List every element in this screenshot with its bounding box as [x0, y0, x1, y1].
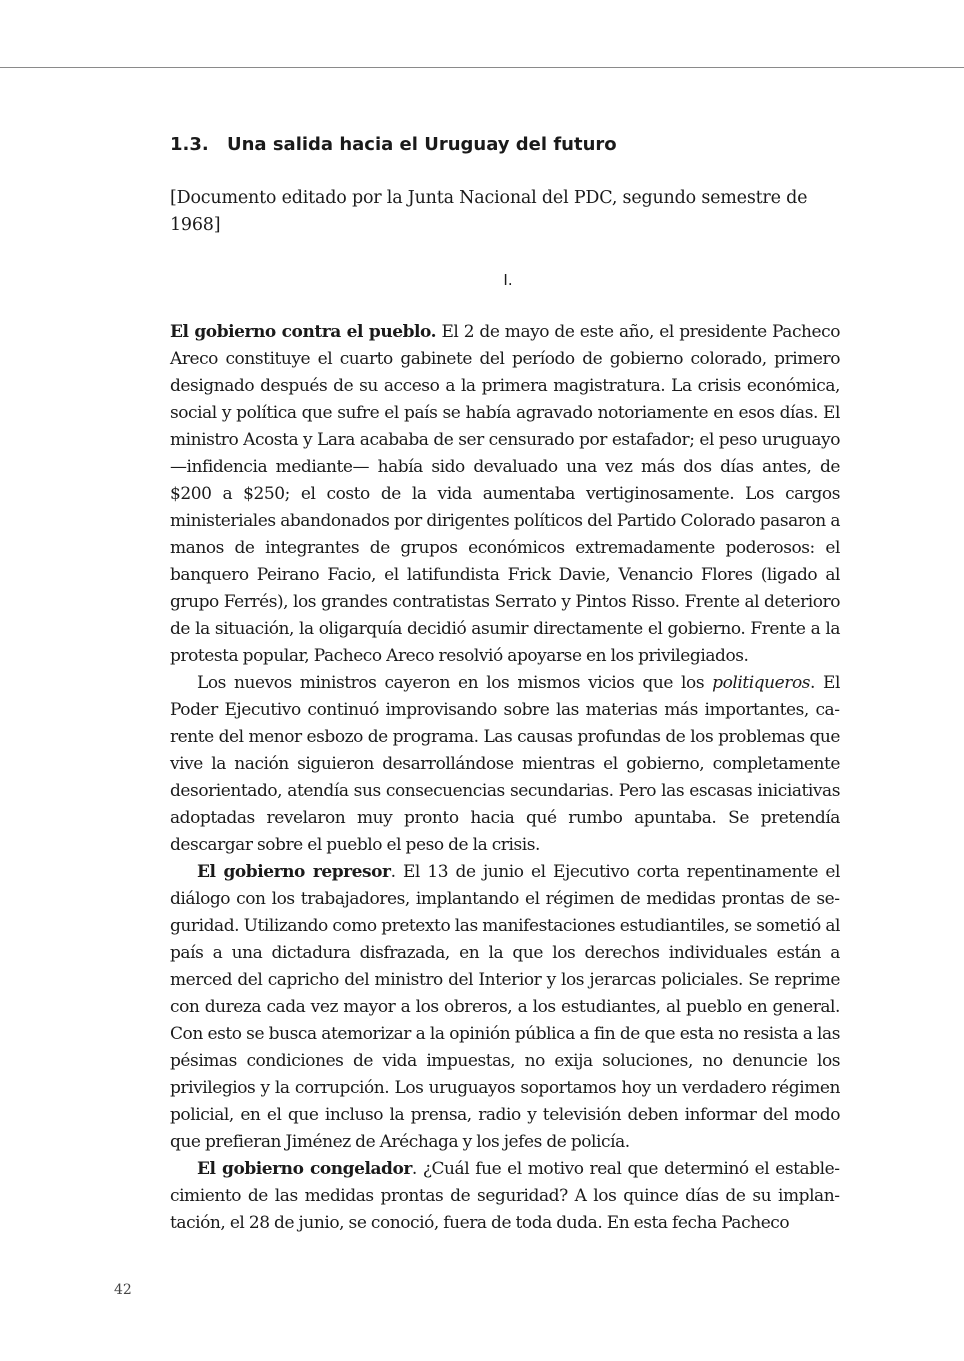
paragraph-text: Los nuevos ministros cayeron en los mismos vicios que los: [197, 673, 713, 693]
paragraph-text: El 2 de mayo de este año, el presidente Pacheco Areco constituye el cuarto gabinete del período de gobierno colorado, primero designado después de su acceso a la primera magistratura. La crisis económica, social y política que sufre el país se había agravado notoriamente en esos días. El ministro Acosta y Lara acababa de ser censurado por estafador; el peso uruguayo —infidencia mediante— había sido devaluado una vez más dos días antes, de $200 a $250; el costo de la vida aumentaba vertiginosamente. Los cargos ministeriales abandonados por dirigentes políticos del Partido Colorado pasaron a manos de integrantes de grupos económicos extremadamente poderosos: el banquero Peirano Facio, el latifundista Frick Davie, Venancio Flores (ligado al grupo Ferrés), los grandes contratistas Serrato y Pintos Risso. Frente al deterioro de la situación, la oligarquía decidió asumir directamente el gobierno. Frente a la protesta popular, Pacheco Areco resolvió apoyarse en los privilegiados.: [170, 322, 840, 666]
section-title: Una salida hacia el Uruguay del futuro: [227, 134, 617, 155]
section-number: 1.3.: [170, 134, 209, 155]
paragraph-lead: El gobierno congelador: [197, 1159, 412, 1179]
paragraph-text: . El Poder Ejecutivo continuó improvisando sobre las materias más importantes, carente del menor esbozo de programa. Las causas profundas de los problemas que vive la nación siguieron desarrollándose mientras el gobierno, completamente desorientado, atendía sus consecuencias secundarias. Pero las escasas iniciativas adoptadas revelaron muy pronto hacia qué rumbo apuntaba. Se pretendía descargar sobre el pueblo el peso de la crisis.: [170, 673, 840, 855]
source-note: [Documento editado por la Junta Nacional del PDC, segundo semestre de 1968]: [170, 188, 808, 235]
paragraph-text: . El 13 de junio el Ejecutivo corta repentinamente el diálogo con los trabajadores, implantando el régimen de medidas prontas de seguridad. Utilizando como pretexto las manifestaciones estudiantiles, se sometió al país a una dictadura disfrazada, en la que los derechos individuales están a merced del capricho del ministro del Interior y los jerarcas policiales. Se reprime con dureza cada vez mayor a los obreros, a los estudiantes, al pueblo en general. Con esto se busca atemorizar a la opinión pública a fin de que esta no resista a las pésimas condiciones de vida impuestas, no exija soluciones, no denuncie los privilegios y la corrupción. Los uruguayos soportamos hoy un verdadero régimen policial, en el que incluso la prensa, radio y televisión deben informar del modo que prefieran Jiménez de Aréchaga y los jefes de policía.: [170, 862, 840, 1152]
paragraph-italic: politiqueros: [712, 673, 811, 693]
paragraph: [170, 670, 840, 859]
header-rule: [0, 67, 964, 68]
page-number: 42: [114, 1282, 132, 1298]
text-column: [170, 130, 840, 1237]
paragraph-lead: El gobierno represor: [197, 862, 391, 882]
section-heading: [170, 130, 840, 160]
paragraph: [170, 319, 840, 670]
paragraph: [170, 1156, 840, 1237]
paragraph-lead: El gobierno contra el pueblo.: [170, 322, 437, 342]
part-number: I.: [503, 271, 513, 289]
paragraph-text: . ¿Cuál fue el motivo real que determinó el establecimiento de las medidas prontas de seguridad? A los quince días de su implantación, el 28 de junio, se conoció, fuera de toda duda. En esta fecha Pacheco: [170, 1159, 840, 1233]
body-text: [170, 319, 840, 1237]
paragraph: [170, 859, 840, 1156]
